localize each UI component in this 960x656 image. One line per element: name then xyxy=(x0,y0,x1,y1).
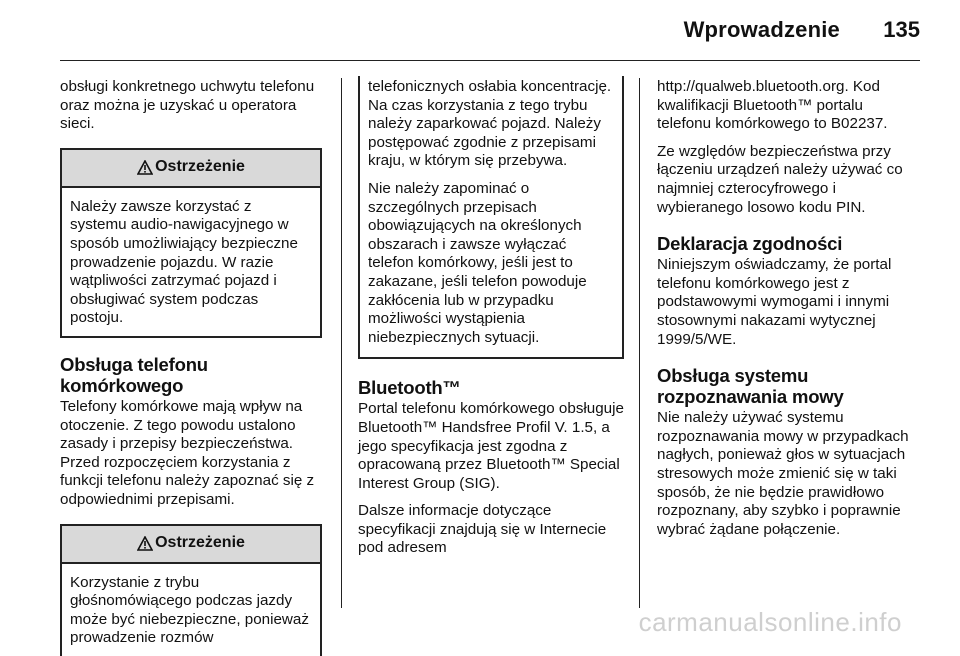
paragraph: http://qualweb.bluetooth.org. Kod kwalifikacji Bluetooth™ portalu telefonu komórkowego to B02237. xyxy=(657,78,888,133)
column-divider xyxy=(639,78,640,608)
page-number: 135 xyxy=(883,17,920,42)
warning-icon xyxy=(137,536,153,551)
column-2 xyxy=(358,78,624,567)
page-title: Wprowadzenie xyxy=(683,17,840,42)
column-divider xyxy=(341,78,342,608)
section-paragraph: Portal telefonu komórkowego obsługuje Bluetooth™ Handsfree Profil V. 1.5, a jego specyfikacja jest zgodna z opracowaną przez Bluetooth™ Special Interest Group (SIG). xyxy=(358,400,624,492)
warning-text: Korzystanie z trybu głośnomówiącego podczas jazdy może być niebezpieczne, ponieważ prowadzenie rozmów xyxy=(70,573,309,647)
warning-header xyxy=(62,526,320,564)
warning-text: Należy zawsze korzystać z systemu audio-nawigacyjnego w sposób umożliwiający bezpieczne prowadzenie pojazdu. W razie wątpliwości zatrzymać pojazd i obsługiwać system podczas postoju. xyxy=(70,197,298,327)
warning-title: Ostrzeżenie xyxy=(155,534,245,552)
intro-paragraph: obsługi konkretnego uchwytu telefonu oraz można je uzyskać u operatora sieci. xyxy=(60,78,315,133)
section-paragraph: Dalsze informacje dotyczące specyfikacji znajdują się w Internecie pod adresem xyxy=(358,502,607,557)
watermark-text: carmanualsonline.info xyxy=(638,607,902,637)
warning-box xyxy=(60,524,322,656)
paragraph: Ze względów bezpieczeństwa przy łączeniu urządzeń należy używać co najmniej czterocyfrowego i wybieranego losowo kodu PIN. xyxy=(657,142,903,216)
section-heading: Obsługa systemu rozpoznawania mowy xyxy=(657,365,844,408)
column-1 xyxy=(60,78,322,656)
warning-box xyxy=(60,148,322,338)
warning-title: Ostrzeżenie xyxy=(155,158,245,176)
warning-header xyxy=(62,150,320,188)
section-heading: Bluetooth™ xyxy=(358,377,461,399)
warning-text: telefonicznych osłabia koncentrację. Na czas korzystania z tego trybu należy zaparkować pojazd. Należy postępować zgodnie z przepisami kraju, w którym się przebywa. xyxy=(368,78,612,170)
section-paragraph: Nie należy używać systemu rozpoznawania mowy w przypadkach nagłych, ponieważ głos w sytuacjach stresowych może zmienić się w taki sposób, że nie będzie prawidłowo rozpoznany, aby szybko i poprawnie wybrać żądane połączenie. xyxy=(657,409,909,538)
header-divider xyxy=(60,60,920,61)
section-paragraph: Telefony komórkowe mają wpływ na otoczenie. Z tego powodu ustalono zasady i przepisy bezpieczeństwa. Przed rozpoczęciem korzystania z funkcji telefonu należy zapoznać się z odpowiednimi przepisami. xyxy=(60,397,315,508)
section-heading: Deklaracja zgodności xyxy=(657,233,843,255)
warning-box-continued xyxy=(358,76,624,359)
page-header xyxy=(0,0,960,62)
section-heading: Obsługa telefonu komórkowego xyxy=(60,353,208,396)
warning-text: Nie należy zapominać o szczególnych przepisach obowiązujących na określonych obszarach i zawsze wyłączać telefon komórkowy, jeśli jest to zakazane, jeśli telefon powoduje zakłócenia lub w przypadku możliwości wystąpienia niebezpiecznych sytuacji. xyxy=(368,179,587,346)
warning-icon xyxy=(137,160,153,175)
section-paragraph: Niniejszym oświadczamy, że portal telefonu komórkowego jest z podstawowymi wymogami i innymi stosownymi nakazami wytycznej 1999/5/WE. xyxy=(657,256,892,348)
column-3 xyxy=(657,78,919,548)
